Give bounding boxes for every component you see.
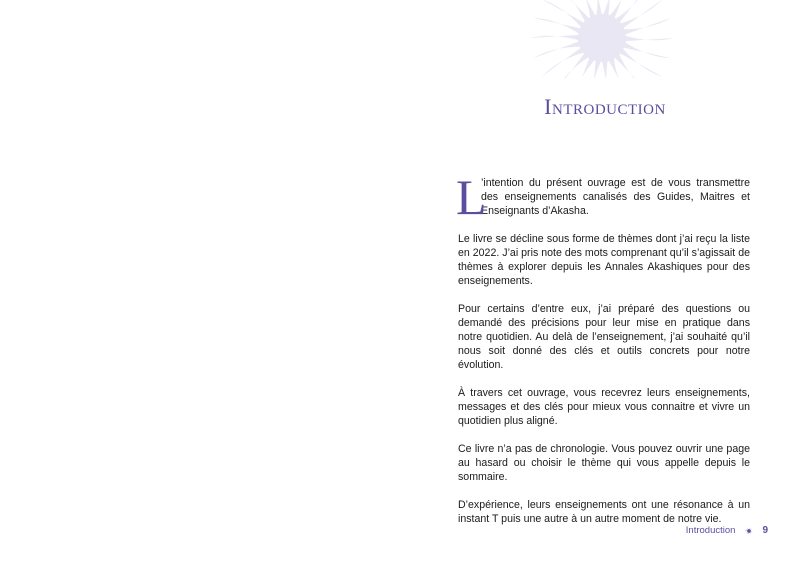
paragraph-1-text: ’intention du présent ouvrage est de vous transmettre des enseignements canalisés des Guides, Maitres et Enseignants d’Akasha. — [481, 177, 750, 217]
sun-icon — [744, 526, 754, 536]
sun-ray — [530, 35, 582, 42]
page-title: Introduction — [544, 94, 666, 119]
sun-ray — [751, 530, 754, 531]
paragraph-5: Ce livre n’a pas de chronologie. Vous pouvez ouvrir une page au hasard ou choisir le thème qui vous appelle depuis le sommaire. — [458, 443, 750, 483]
paragraph-1 — [456, 169, 750, 225]
sun-ray — [749, 526, 750, 529]
paragraph-3: Pour certains d’entre eux, j’ai préparé des questions ou demandé des précisions pour leur mise en pratique dans notre quotidien. Au delà de l’enseignement, j’ai souhaité qu’il nous soit donné des clés et outils concrets pour notre évolution. — [458, 303, 750, 371]
sun-ray — [533, 40, 584, 58]
body-text — [456, 169, 750, 540]
sun-decoration-icon — [524, 0, 680, 78]
sun-ray — [745, 530, 748, 531]
paragraph-2: Le livre se décline sous forme de thèmes dont j’ai reçu la liste en 2022. J’ai pris note des mots comprenant qu’il s’agissait de thèmes à explorer depuis les Annales Akashiques pour des enseignements. — [458, 233, 750, 287]
footer-section-title: Introduction — [685, 525, 736, 536]
drop-cap: L — [456, 169, 487, 225]
sun-ray — [622, 35, 674, 42]
sun-ray — [749, 532, 750, 535]
paragraph-6: D’expérience, leurs enseignements ont une résonance à un instant T puis une autre à un autre moment de notre vie. — [458, 499, 750, 525]
sun-ray — [541, 0, 587, 30]
page-footer — [686, 525, 768, 536]
page-number: 9 — [762, 525, 768, 536]
paragraph-4: À travers cet ouvrage, vous recevrez leurs enseignements, messages et des clés pour mieux vous connaitre et vivre un quotidien plus aligné. — [458, 387, 750, 427]
sun-ray — [620, 18, 671, 36]
